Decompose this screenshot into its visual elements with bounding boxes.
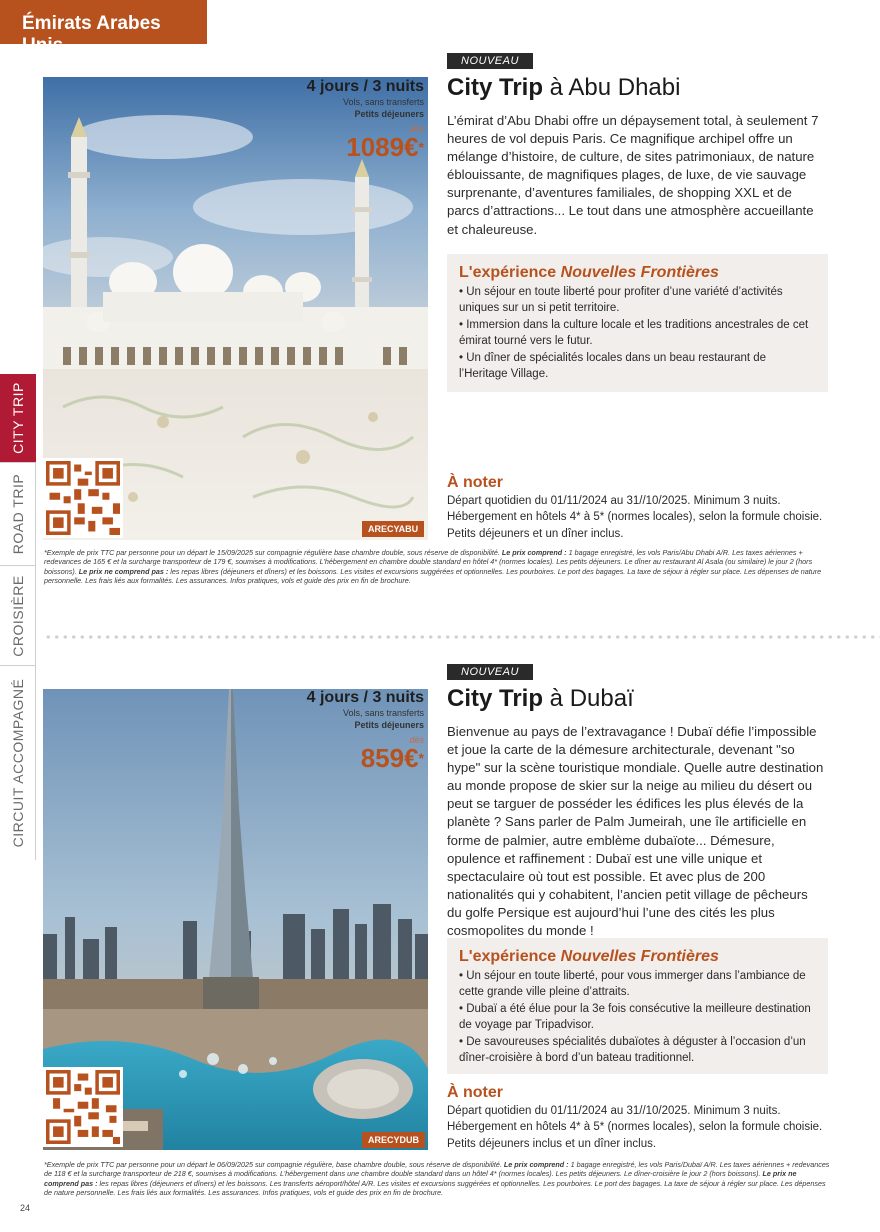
- fine-includes: 1 bagage enregistré, les vols Paris/Dubaï A/R. Les taxes aériennes + redevances de 118 € et la surcharge transporteur de 218 €, soumises à modifications. L’hébergement dans une chambre double standard dans un hôtel 4* (normes locales). Les petits déjeuners. Le dîner-croisière le jour 2 (hors boissons).: [44, 1160, 830, 1179]
- qr-code-icon: [46, 1070, 120, 1144]
- fine-includes-label: Le prix comprend :: [503, 1160, 569, 1169]
- abu-dhabi-qr-code[interactable]: [43, 458, 123, 538]
- experience-brand: Nouvelles Frontières: [560, 948, 719, 965]
- page-number: 24: [20, 1203, 31, 1213]
- flights-info: Vols, sans transferts: [342, 97, 424, 107]
- note-line: Départ quotidien du 01/11/2024 au 31//10/2025. Minimum 3 nuits.: [447, 495, 781, 507]
- new-badge: NOUVEAU: [447, 53, 533, 69]
- abu-dhabi-fine-print: [44, 548, 830, 585]
- price: [34, 745, 424, 771]
- price: [34, 134, 424, 160]
- note-line: Petits déjeuners inclus et un dîner inclus.: [447, 1137, 657, 1150]
- fine-excludes-label: Le prix ne comprend pas :: [78, 566, 169, 576]
- experience-item: • Un séjour en toute liberté pour profiter d’une variété d’activités uniques sur un si petit territoire.: [459, 286, 783, 315]
- experience-item: • De savoureuses spécialités dubaïotes à déguster à l’occasion d’un dîner-croisière à bord d’un bateau traditionnel.: [459, 1035, 806, 1065]
- dubai-note: [447, 1103, 837, 1152]
- side-tab-label: CROISIÈRE: [9, 574, 26, 657]
- from-label: dès: [409, 124, 424, 134]
- from-label: dès: [409, 735, 424, 745]
- side-tab-city-trip[interactable]: [0, 374, 36, 462]
- side-tab-label: CITY TRIP: [10, 382, 26, 454]
- experience-item: • Un dîner de spécialités locales dans un beau restaurant de l’Heritage Village.: [459, 351, 767, 381]
- flights-info: Vols, sans transferts: [342, 708, 424, 718]
- abu-dhabi-price-box: [34, 78, 424, 160]
- experience-title: [459, 264, 816, 282]
- title-bold: City Trip: [447, 685, 544, 712]
- price-value: 1089€: [346, 132, 419, 162]
- price-value: 859€: [360, 743, 419, 773]
- meals-info: Petits déjeuners: [354, 720, 424, 730]
- qr-code-icon: [46, 461, 120, 535]
- duration: 4 jours / 3 nuits: [306, 689, 424, 706]
- new-badge: NOUVEAU: [447, 664, 533, 680]
- experience-prefix: L'expérience: [459, 264, 561, 281]
- experience-item: • Dubaï a été élue pour la 3e fois consécutive la meilleure destination de voyage par Tripadvisor.: [459, 1002, 811, 1032]
- duration: 4 jours / 3 nuits: [306, 78, 424, 95]
- abu-dhabi-reference-code: ARECYABU: [362, 521, 424, 537]
- note-line: Hébergement en hôtels 4* à 5* (normes locales), selon la formule choisie.: [447, 511, 823, 524]
- price-asterisk: *: [418, 750, 424, 766]
- note-line: Hébergement en hôtels 4* à 5* (normes locales), selon la formule choisie.: [447, 1121, 823, 1134]
- experience-item: • Immersion dans la culture locale et les traditions ancestrales de cet émirat tourné vers le futur.: [459, 318, 809, 348]
- side-tab-label: CIRCUIT ACCOMPAGNÉ: [9, 678, 26, 848]
- dubai-qr-code[interactable]: [43, 1067, 123, 1147]
- dubai-price-box: [34, 689, 424, 771]
- fine-excludes: les repas libres (déjeuners et dîners) et les boissons. Les transferts aéroport/hôtel A/R. Les visites et excursions suggérées et optionnelles. Les pourboires. Le port des bagages. La taxe de séjour à régler sur place. Les dépenses de nature personnelle. Les frais liés aux formalités. Les assurances. Infos pratiques, vols et guide des prix en fin de brochure.: [44, 1178, 826, 1197]
- dubai-experience-box: [447, 938, 828, 1074]
- dubai-note-title: À noter: [447, 1084, 503, 1101]
- experience-title: [459, 948, 816, 966]
- dubai-description: Bienvenue au pays de l’extravagance ! Dubaï défie l’impossible et joue la carte de la démesure architecturale, devenant "so hype" sur la scène touristique mondiale. Quelle autre destination au monde propose de skier sur la neige au milieu du désert ou peut se targuer de posséder les édifices les plus élevés de la planète ? Sans parler de Palm Jumeirah, une île artificielle en forme de palmier, autre emblème dubaïote... Démesure, opulence et raffinement : Dubaï est une ville unique et spectaculaire où tout est possible. Et avec plus de 200 nationalités qui y cohabitent, l’ancien petit village de pêcheurs du golfe Persique est aujourd’hui l’une des cités les plus cosmopolites du monde !: [447, 724, 824, 939]
- region-header: Émirats Arabes Unis: [0, 0, 207, 44]
- title-bold: City Trip: [447, 74, 544, 101]
- meals-info: Petits déjeuners: [354, 109, 424, 119]
- note-line: Petits déjeuners et un dîner inclus.: [447, 527, 624, 540]
- fine-excludes: les repas libres (déjeuners et dîners) et les boissons. Les visites et excursions suggérées et optionnelles. Les pourboires. Le port des bagages. La taxe de séjour à régler sur place. Les dépenses de nature personnelle. Les frais liés aux formalités. Les assurances. Infos pratiques, vols et guide des prix en fin de brochure.: [44, 566, 822, 585]
- side-tab-circuit-accompagne[interactable]: [0, 665, 36, 860]
- fine-intro: *Exemple de prix TTC par personne pour un départ le 15/09/2025 sur compagnie régulière base chambre double, sous réserve de disponibilité.: [44, 548, 502, 557]
- side-tab-label: ROAD TRIP: [9, 473, 26, 555]
- fine-intro: *Exemple de prix TTC par personne pour un départ le 06/09/2025 sur compagnie régulière, base chambre double, sous réserve de disponibilité.: [44, 1160, 504, 1169]
- side-tab-road-trip[interactable]: [0, 462, 36, 565]
- abu-dhabi-title: [447, 74, 680, 102]
- section-divider: [44, 635, 880, 639]
- title-rest: à Abu Dhabi: [543, 74, 681, 101]
- abu-dhabi-note: [447, 493, 837, 542]
- price-asterisk: *: [418, 139, 424, 155]
- fine-includes: 1 bagage enregistré, les vols Paris/Abu Dhabi A/R. Les taxes aériennes + redevances de 165 € et la surcharge transporteur de 179 €, soumises à modifications. L’hébergement en chambre double standard en hôtel 4* (normes locales). Les petits déjeuners. Le dîner au restaurant Al Asala (ou similaire) le jour 2 (hors boissons).: [44, 548, 813, 576]
- note-line: Départ quotidien du 01/11/2024 au 31//10/2025. Minimum 3 nuits.: [447, 1105, 781, 1117]
- title-rest: à Dubaï: [543, 685, 634, 712]
- dubai-reference-code: ARECYDUB: [362, 1132, 425, 1148]
- abu-dhabi-experience-box: [447, 254, 828, 392]
- abu-dhabi-description: L’émirat d’Abu Dhabi offre un dépaysement total, à seulement 7 heures de vol depuis Paris. Ce magnifique archipel offre un mélange d’histoire, de culture, de sites patrimoniaux, de nature éblouissante, de magnifiques plages, de luxe, de vie sauvage surprenante, d’aventures familiales, de shopping XXL et de parcs d’attractions... Le tout dans une atmosphère accueillante et chaleureuse.: [447, 113, 819, 237]
- dubai-fine-print: [44, 1160, 830, 1197]
- experience-prefix: L'expérience: [459, 948, 561, 965]
- experience-brand: Nouvelles Frontières: [560, 264, 719, 281]
- side-tab-croisiere[interactable]: [0, 565, 36, 665]
- experience-item: • Un séjour en toute liberté, pour vous immerger dans l’ambiance de cette grande ville pleine d’attraits.: [459, 970, 806, 999]
- dubai-title: [447, 685, 634, 713]
- fine-includes-label: Le prix comprend :: [501, 548, 567, 557]
- abu-dhabi-note-title: À noter: [447, 474, 503, 491]
- fine-excludes-label: Le prix ne comprend pas :: [44, 1169, 797, 1188]
